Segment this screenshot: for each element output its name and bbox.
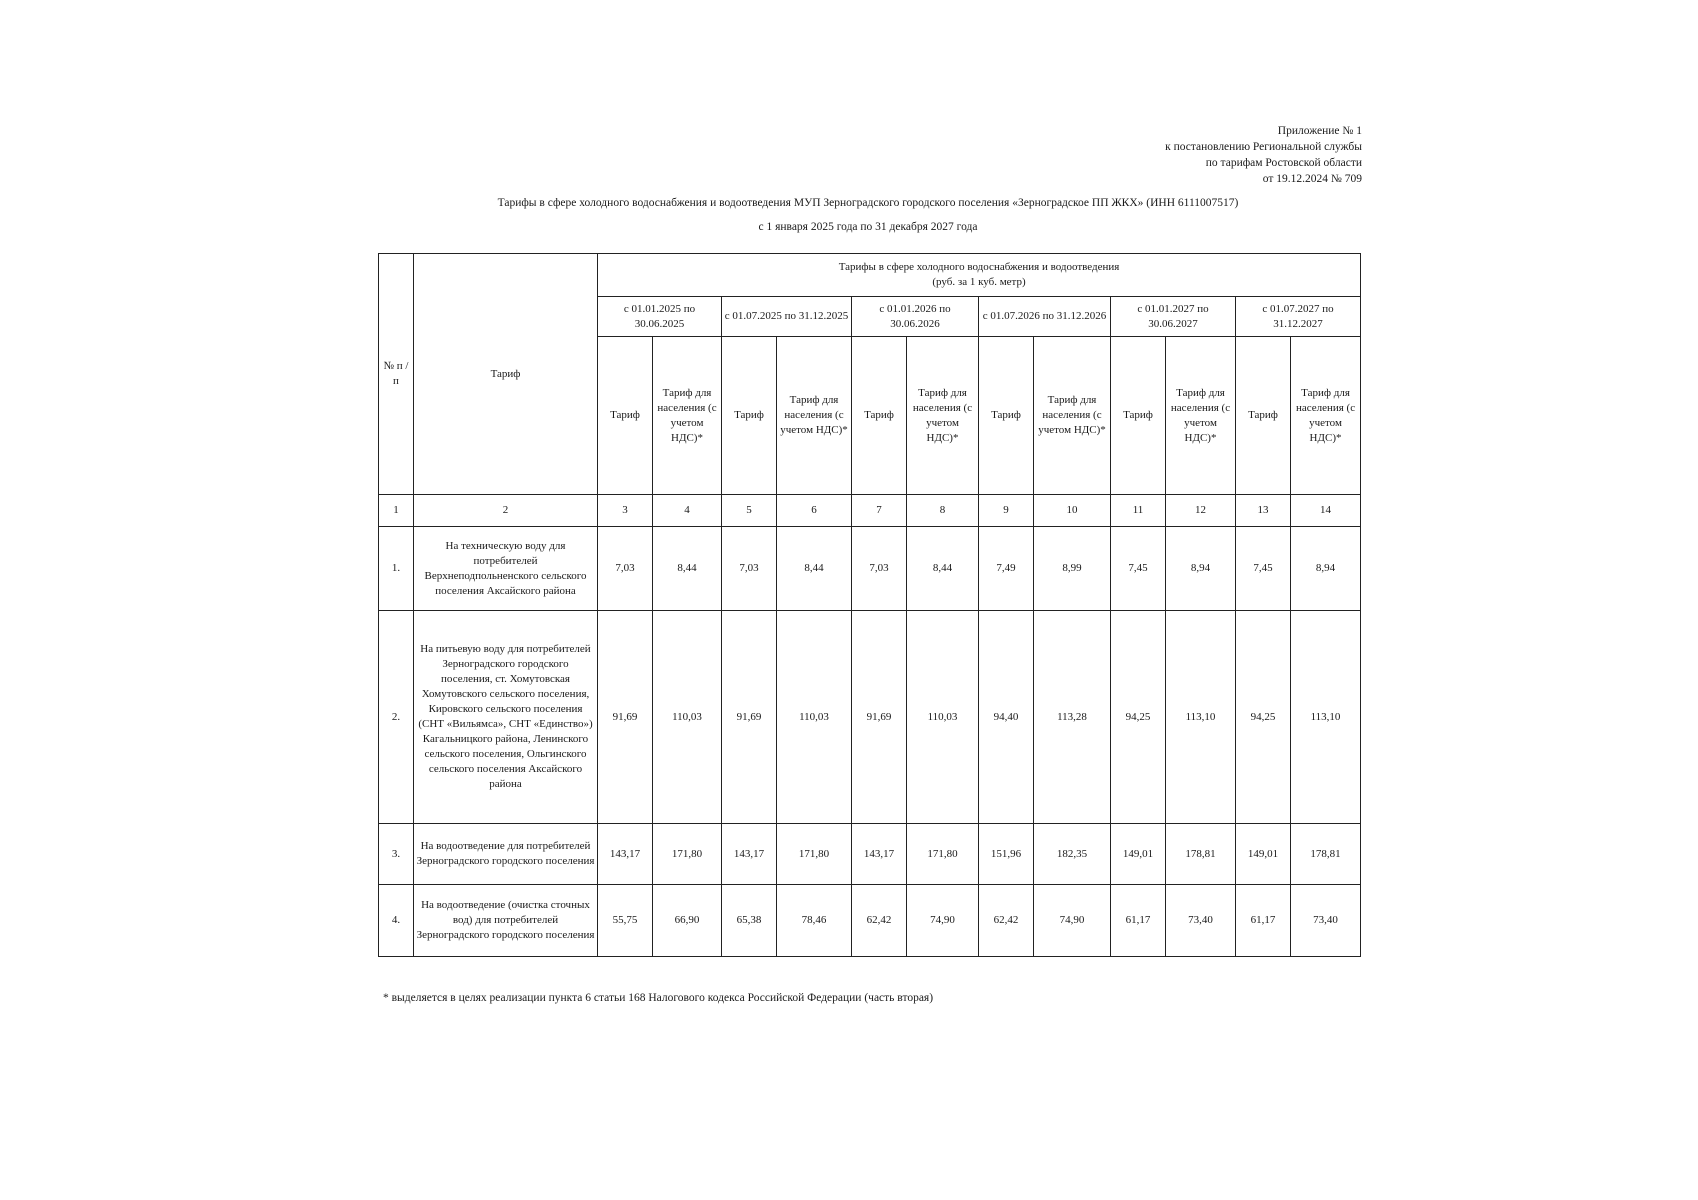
- appendix-line: к постановлению Региональной службы: [1165, 141, 1362, 153]
- header-tariffs-group: [598, 254, 1361, 297]
- column-number: 11: [1111, 495, 1166, 527]
- header-group-unit: (руб. за 1 куб. метр): [932, 276, 1026, 288]
- row-number: 1.: [379, 527, 414, 611]
- row-value: 7,45: [1111, 527, 1166, 611]
- column-number: 5: [722, 495, 777, 527]
- table-row: [379, 885, 1361, 957]
- document-period: с 1 января 2025 года по 31 декабря 2027 года: [758, 221, 978, 233]
- column-number: 13: [1236, 495, 1291, 527]
- column-number: 2: [414, 495, 598, 527]
- row-value: 178,81: [1166, 824, 1236, 885]
- column-number: 10: [1034, 495, 1111, 527]
- header-sub-tariff: Тариф: [722, 337, 777, 495]
- row-value: 7,45: [1236, 527, 1291, 611]
- appendix-line: от 19.12.2024 № 709: [1262, 173, 1362, 185]
- header-period: с 01.07.2025 по 31.12.2025: [722, 297, 852, 337]
- column-number: 4: [653, 495, 722, 527]
- header-sub-population: Тариф для населения (с учетом НДС)*: [1034, 337, 1111, 495]
- appendix-block: [1165, 123, 1362, 187]
- row-value: 143,17: [598, 824, 653, 885]
- row-value: 94,25: [1111, 611, 1166, 824]
- header-period: с 01.01.2026 по 30.06.2026: [852, 297, 979, 337]
- row-value: 8,44: [653, 527, 722, 611]
- row-value: 91,69: [598, 611, 653, 824]
- row-value: 94,40: [979, 611, 1034, 824]
- row-value: 171,80: [777, 824, 852, 885]
- column-number: 1: [379, 495, 414, 527]
- header-sub-population: Тариф для населения (с учетом НДС)*: [1166, 337, 1236, 495]
- row-tariff-name: На водоотведение (очистка сточных вод) для потребителей Зерноградского городского поселения: [414, 885, 598, 957]
- column-number: 14: [1291, 495, 1361, 527]
- row-value: 143,17: [722, 824, 777, 885]
- row-value: 110,03: [777, 611, 852, 824]
- row-value: 94,25: [1236, 611, 1291, 824]
- header-group-line: Тарифы в сфере холодного водоснабжения и водоотведения: [838, 261, 1120, 273]
- row-value: 8,44: [777, 527, 852, 611]
- row-value: 7,03: [598, 527, 653, 611]
- header-period: с 01.07.2026 по 31.12.2026: [979, 297, 1111, 337]
- row-value: 55,75: [598, 885, 653, 957]
- row-value: 8,99: [1034, 527, 1111, 611]
- row-value: 73,40: [1291, 885, 1361, 957]
- row-value: 74,90: [1034, 885, 1111, 957]
- table-row: [379, 611, 1361, 824]
- document-title: Тарифы в сфере холодного водоснабжения и водоотведения МУП Зерноградского городского поселения «Зерноградское ПП ЖКХ» (ИНН 6111007517): [497, 197, 1239, 209]
- row-number: 2.: [379, 611, 414, 824]
- row-value: 149,01: [1236, 824, 1291, 885]
- tariffs-table: [378, 253, 1361, 957]
- row-value: 182,35: [1034, 824, 1111, 885]
- header-period: с 01.01.2027 по 30.06.2027: [1111, 297, 1236, 337]
- row-tariff-name: На водоотведение для потребителей Зерноградского городского поселения: [414, 824, 598, 885]
- header-sub-population: Тариф для населения (с учетом НДС)*: [777, 337, 852, 495]
- row-value: 61,17: [1111, 885, 1166, 957]
- row-value: 149,01: [1111, 824, 1166, 885]
- row-value: 8,44: [907, 527, 979, 611]
- column-number: 8: [907, 495, 979, 527]
- row-number: 3.: [379, 824, 414, 885]
- row-value: 171,80: [653, 824, 722, 885]
- row-value: 8,94: [1291, 527, 1361, 611]
- row-value: 62,42: [852, 885, 907, 957]
- header-tariff-name: Тариф: [414, 254, 598, 495]
- row-value: 110,03: [653, 611, 722, 824]
- header-sub-tariff: Тариф: [852, 337, 907, 495]
- row-value: 113,28: [1034, 611, 1111, 824]
- header-period: с 01.01.2025 по 30.06.2025: [598, 297, 722, 337]
- row-value: 91,69: [722, 611, 777, 824]
- row-value: 61,17: [1236, 885, 1291, 957]
- column-number: 6: [777, 495, 852, 527]
- row-value: 7,03: [722, 527, 777, 611]
- row-value: 113,10: [1291, 611, 1361, 824]
- table-row: [379, 824, 1361, 885]
- table-row: [379, 527, 1361, 611]
- row-value: 171,80: [907, 824, 979, 885]
- footnote: * выделяется в целях реализации пункта 6 статьи 168 Налогового кодекса Российской Федерации (часть вторая): [383, 992, 934, 1004]
- row-value: 65,38: [722, 885, 777, 957]
- header-sub-tariff: Тариф: [979, 337, 1034, 495]
- header-number: № п /п: [379, 254, 414, 495]
- row-value: 110,03: [907, 611, 979, 824]
- row-value: 73,40: [1166, 885, 1236, 957]
- appendix-line: Приложение № 1: [1277, 125, 1362, 137]
- appendix-line: по тарифам Ростовской области: [1205, 157, 1362, 169]
- column-number: 12: [1166, 495, 1236, 527]
- row-tariff-name: На техническую воду для потребителей Верхнеподпольненского сельского поселения Аксайского района: [414, 527, 598, 611]
- header-sub-population: Тариф для населения (с учетом НДС)*: [653, 337, 722, 495]
- row-value: 151,96: [979, 824, 1034, 885]
- column-number: 3: [598, 495, 653, 527]
- column-number: 7: [852, 495, 907, 527]
- row-value: 7,03: [852, 527, 907, 611]
- header-sub-tariff: Тариф: [598, 337, 653, 495]
- row-value: 7,49: [979, 527, 1034, 611]
- header-sub-tariff: Тариф: [1236, 337, 1291, 495]
- row-value: 8,94: [1166, 527, 1236, 611]
- row-value: 74,90: [907, 885, 979, 957]
- header-sub-population: Тариф для населения (с учетом НДС)*: [907, 337, 979, 495]
- row-value: 66,90: [653, 885, 722, 957]
- row-number: 4.: [379, 885, 414, 957]
- row-value: 78,46: [777, 885, 852, 957]
- column-number: 9: [979, 495, 1034, 527]
- header-period: с 01.07.2027 по 31.12.2027: [1236, 297, 1361, 337]
- row-tariff-name: На питьевую воду для потребителей Зерноградского городского поселения, ст. Хомутовская Хомутовского сельского поселения, Кировского сельского поселения (СНТ «Вильямса», СНТ «Единство») Кагальницкого района, Ленинского сельского поселения, Ольгинского сельского поселения Аксайского района: [414, 611, 598, 824]
- row-value: 143,17: [852, 824, 907, 885]
- row-value: 91,69: [852, 611, 907, 824]
- row-value: 178,81: [1291, 824, 1361, 885]
- row-value: 62,42: [979, 885, 1034, 957]
- header-sub-population: Тариф для населения (с учетом НДС)*: [1291, 337, 1361, 495]
- row-value: 113,10: [1166, 611, 1236, 824]
- header-sub-tariff: Тариф: [1111, 337, 1166, 495]
